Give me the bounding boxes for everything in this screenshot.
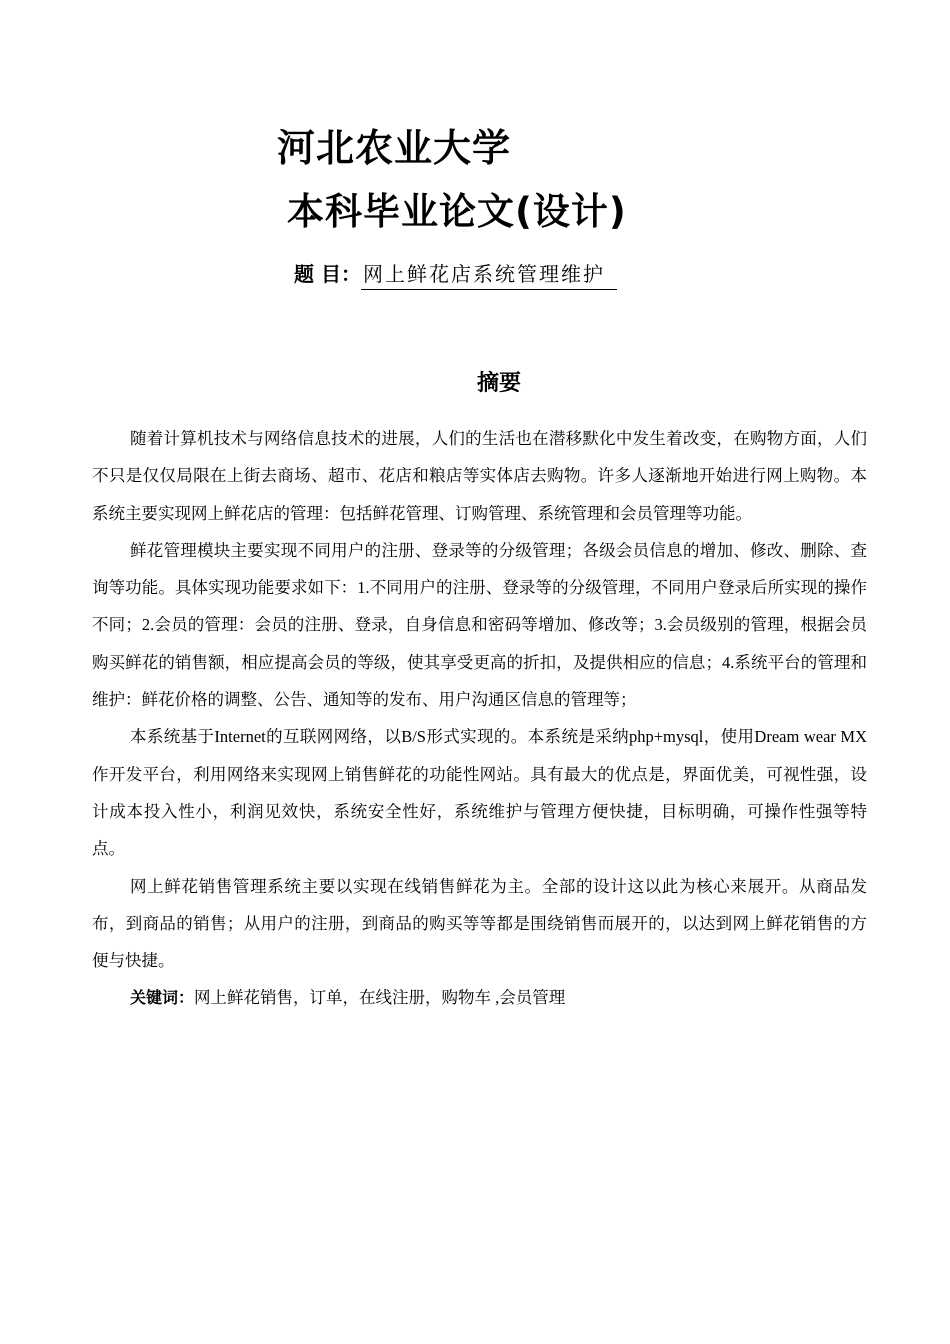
thesis-topic xyxy=(294,258,617,292)
keywords-line xyxy=(92,979,867,1016)
abstract-paragraph: 随着计算机技术与网络信息技术的进展，人们的生活也在潜移默化中发生着改变，在购物方面，人们不只是仅仅局限在上街去商场、超市、花店和粮店等实体店去购物。许多人逐渐地开始进行网上购物。本系统主要实现网上鲜花店的管理：包括鲜花管理、订购管理、系统管理和会员管理等功能。 xyxy=(92,429,867,523)
abstract-paragraph: 本系统基于Internet的互联网网络，以B/S形式实现的。本系统是采纳php+mysql，使用Dream wear MX作开发平台，利用网络来实现网上销售鲜花的功能性网站。具有最大的优点是，界面优美，可视性强，设计成本投入性小，利润见效快，系统安全性好，系统维护与管理方便快捷，目标明确，可操作性强等特点。 xyxy=(92,727,867,859)
keywords-label: 关键词： xyxy=(130,988,195,1008)
abstract-paragraph: 网上鲜花销售管理系统主要以实现在线销售鲜花为主。全部的设计这以此为核心来展开。从商品发布，到商品的销售；从用户的注册，到商品的购买等等都是围绕销售而展开的，以达到网上鲜花销售的方便与快捷。 xyxy=(92,876,867,971)
abstract-heading: 摘要 xyxy=(476,371,521,396)
topic-value: 网上鲜花店系统管理维护 xyxy=(361,258,617,290)
abstract-paragraph: 鲜花管理模块主要实现不同用户的注册、登录等的分级管理；各级会员信息的增加、修改、删除、查询等功能。具体实现功能要求如下：1.不同用户的注册、登录等的分级管理，不同用户登录后所实现的操作不同；2.会员的管理：会员的注册、登录，自身信息和密码等增加、修改等；3.会员级别的管理，根据会员购买鲜花的销售额，相应提高会员的等级，使其享受更高的折扣，及提供相应的信息；4.系统平台的管理和维护：鲜花价格的调整、公告、通知等的发布、用户沟通区信息的管理等； xyxy=(92,540,867,710)
topic-label: 题 目： xyxy=(294,262,361,286)
thesis-type-title: 本科毕业论文(设计) xyxy=(287,190,627,233)
abstract-body xyxy=(92,420,867,1017)
university-name: 河北农业大学 xyxy=(277,126,512,170)
keywords-value: 网上鲜花销售，订单，在线注册，购物车 ,会员管理 xyxy=(194,988,566,1008)
